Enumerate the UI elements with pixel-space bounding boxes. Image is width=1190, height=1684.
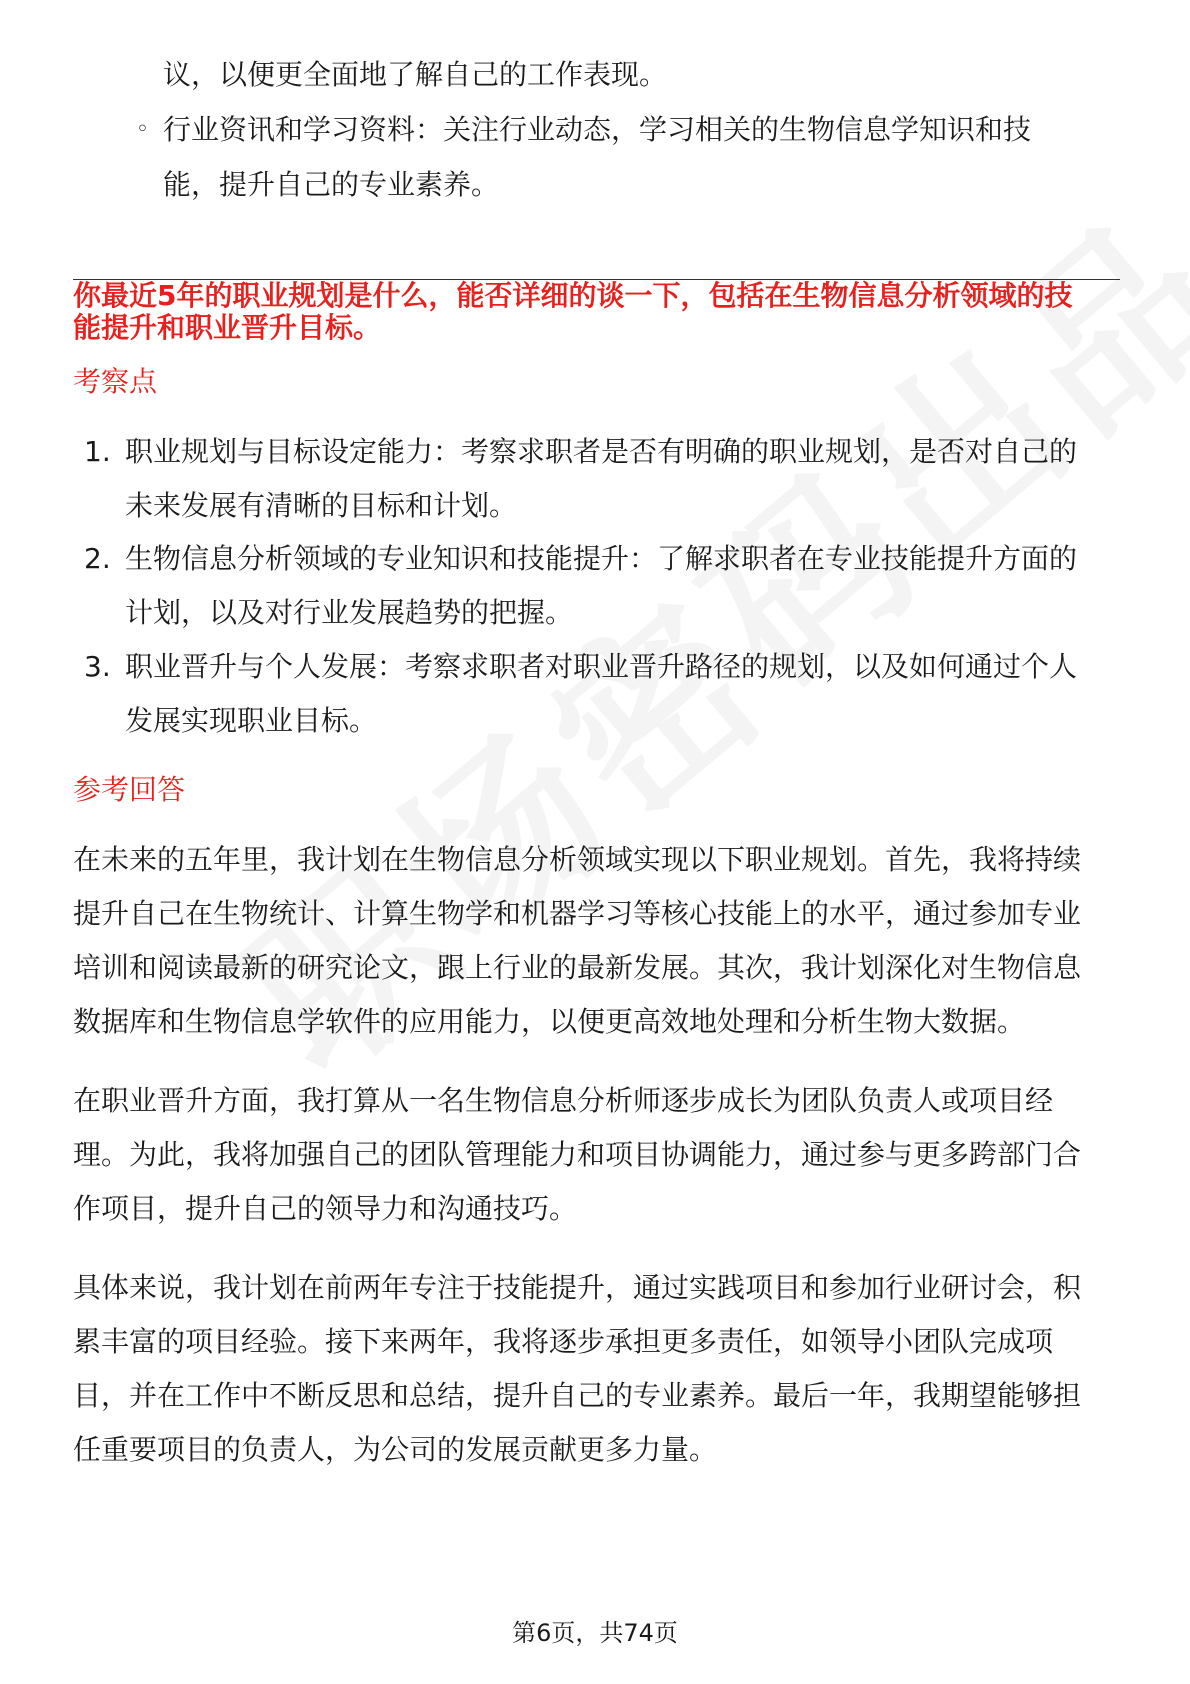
bullet-item-line: 行业资讯和学习资料：关注行业动态，学习相关的生物信息学知识和技 (163, 113, 1032, 146)
assessment-item-line: 未来发展有清晰的目标和计划。 (125, 489, 518, 522)
assessment-heading: 考察点 (73, 365, 158, 398)
assessment-item-line: 发展实现职业目标。 (125, 704, 378, 737)
answer-line: 作项目，提升自己的领导力和沟通技巧。 (73, 1192, 578, 1225)
list-number: 2. (84, 542, 111, 575)
answer-heading: 参考回答 (73, 773, 186, 806)
assessment-item-line: 生物信息分析领域的专业知识和技能提升：了解求职者在专业技能提升方面的 (125, 542, 1078, 575)
question-line: 能提升和职业晋升目标。 (73, 311, 382, 344)
assessment-item-line: 职业规划与目标设定能力：考察求职者是否有明确的职业规划，是否对自己的 (125, 435, 1078, 468)
answer-line: 在未来的五年里，我计划在生物信息分析领域实现以下职业规划。首先，我将持续 (73, 843, 1082, 876)
answer-line: 目，并在工作中不断反思和总结，提升自己的专业素养。最后一年，我期望能够担 (73, 1379, 1082, 1412)
list-number: 1. (84, 435, 111, 468)
continued-text-line: 议，以便更全面地了解自己的工作表现。 (163, 58, 668, 91)
answer-line: 提升自己在生物统计、计算生物学和机器学习等核心技能上的水平，通过参加专业 (73, 897, 1082, 930)
bullet-marker: ◦ (136, 117, 149, 142)
answer-line: 培训和阅读最新的研究论文，跟上行业的最新发展。其次，我计划深化对生物信息 (73, 951, 1082, 984)
assessment-item-line: 计划，以及对行业发展趋势的把握。 (125, 596, 574, 629)
answer-line: 任重要项目的负责人，为公司的发展贡献更多力量。 (73, 1433, 718, 1466)
answer-line: 数据库和生物信息学软件的应用能力，以便更高效地处理和分析生物大数据。 (73, 1005, 1026, 1038)
watermark (179, 271, 1121, 1123)
assessment-item-line: 职业晋升与个人发展：考察求职者对职业晋升路径的规划，以及如何通过个人 (125, 650, 1078, 683)
question-line: 你最近5年的职业规划是什么，能否详细的谈一下，包括在生物信息分析领域的技 (73, 279, 1073, 312)
bullet-item-line: 能，提升自己的专业素养。 (163, 168, 500, 201)
answer-line: 具体来说，我计划在前两年专注于技能提升，通过实践项目和参加行业研讨会，积 (73, 1271, 1082, 1304)
page-number: 第6页，共74页 (512, 1619, 678, 1647)
answer-line: 在职业晋升方面，我打算从一名生物信息分析师逐步成长为团队负责人或项目经 (73, 1084, 1054, 1117)
list-number: 3. (84, 650, 111, 683)
answer-line: 理。为此，我将加强自己的团队管理能力和项目协调能力，通过参与更多跨部门合 (73, 1138, 1082, 1171)
answer-line: 累丰富的项目经验。接下来两年，我将逐步承担更多责任，如领导小团队完成项 (73, 1325, 1054, 1358)
